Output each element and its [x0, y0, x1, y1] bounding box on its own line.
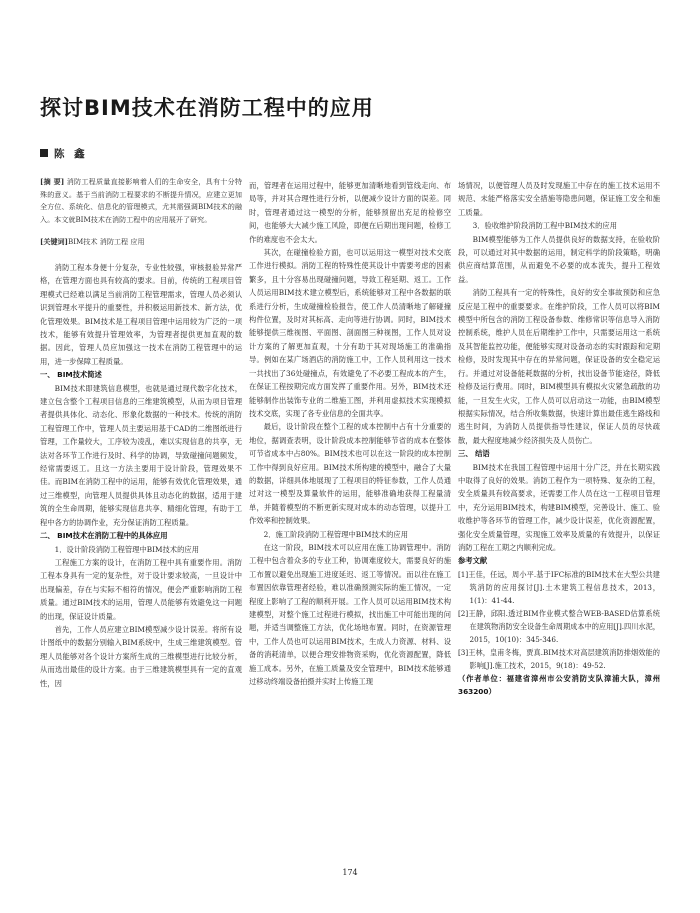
paragraph: 最后，设计阶段在整个工程的成本控制中占有十分重要的地位，据调查表明，设计阶段成本控制能够节省的成本在整体可节省成本中占80%。BIM技术也可以在这一阶段的成本控制工作中得到良好应用。BIM技术所构建的模型中，融合了大量的数据，详细具体地展现了工程项目的特征参数，工作人员通过对这一模型及算量软件的运用，能够准确地获得工程量清单，并随着模型的不断更新实现对成本的动态管理，以提升工作效率和控制效果。	[249, 422, 451, 526]
paragraph: 其次，在碰撞检验方面，也可以运用这一模型对技术交底工作进行模拟。消防工程的特殊性使其设计中需要考虑的因素繁多，且十分容易出现碰撞问题，导致工程延期、返工。工作人员运用BIM技术建立模型后，系统能够对工程中各数据的联系进行分析，生成碰撞检验报告，使工作人员清晰地了解碰撞构件位置，及时对其标高、走向等进行协调。同时，BIM技术能够提供三维视图、平面图、剖面图三种视图，工作人员对设计方案的了解更加直观，十分有助于其对现场施工的准确指导。例如在某广场酒店的消防施工中，工作人员利用这一技术一共找出了36处碰撞点，有效避免了不必要工程成本的产生，在保证工程按期完成方面发挥了重要作用。另外，BIM技术还能够制作出装饰专业的二维施工图，并利用虚拟技术实现模拟技术交底，实现了各专业信息的全面共享。	[249, 248, 451, 418]
paragraph: 在这一阶段，BIM技术可以应用在施工协调管理中。消防工程中包含着众多的专业工种，协调难度较大，需要良好的施工布置以避免出现施工进度延迟、返工等情况。而以往在施工布置因依靠管理者经验，难以准确预测实际的施工情况，一定程度上影响了工程的顺利开展。工作人员可以运用BIM技术构建模型，对整个施工过程进行模拟，找出施工中可能出现的问题，并适当调整施工方法，优化场地布置。同时，在资源管理中，工作人员也可以运用BIM技术，生成人力资源、材料、设备的消耗清单，以便合理安排物资采购，优化资源配置，降低施工成本。另外，在施工质量及安全管理中，BIM技术能够通过移动终端设备拍摄并实时上传施工现	[249, 542, 451, 687]
paragraph: BIM技术在我国工程管理中运用十分广泛，并在长期实践中取得了良好的效果。消防工程作为一项特殊、复杂的工程，安全质量具有较高要求，还需要工作人员在这一工程项目管理中，充分运用BIM技术，构建BIM模型，完善设计、施工、验收维护等各环节的管理工作，减少设计误差，优化资源配置，强化安全质量管理，实现施工效率及质量的有效提升，以保证消防工程在工期之内顺利完成。	[458, 462, 660, 552]
author-affiliation: （作者单位：福建省漳州市公安消防支队漳浦大队，漳州 363200）	[458, 673, 660, 697]
abstract-text: 消防工程质量直接影响着人们的生命安全，具有十分特殊的意义。基于当前消防工程要求的不断提升情况，应建立更加全方位、系统化、信息化的管理模式，尤其需强调BIM技术的融入。本文就BIM技术在消防工程中的应用展开了研究。	[40, 177, 242, 224]
keywords-text: BIM技术 消防工程 应用	[68, 237, 145, 247]
section-heading: 三、 结语	[458, 449, 490, 459]
paragraph: 工程施工方案的设计，在消防工程中具有重要作用。消防工程本身具有一定的复杂性，对于设计要求较高，一旦设计中出现偏差，存在与实际不相符的情况，便会严重影响消防工程质量。通过BIM技术的运用，管理人员能够有效避免这一问题的出现，保证设计质量。	[40, 557, 242, 621]
abstract-label: [摘 要]	[40, 177, 65, 186]
paragraph: 消防工程具有一定的特殊性，良好的安全事故预防和应急反应是工程中的重要要求。在维护阶段，工作人员可以将BIM模型中所包含的消防工程设备参数、维修常识等信息导入消防控制系统，维护人员在后期维护工作中，只需要运用这一系统及其智能监控功能，便能够实现对设备动态的实时跟踪和定期检修，及时发现其中存在的异常问题，保证设备的安全稳定运行。并通过对设备能耗数据的分析，找出设备节能途径，降低检修及运行费用。同时，BIM模型具有模拟火灾紧急疏散的功能，一旦发生火灾，工作人员可以启动这一功能，由BIM模型根据实际情况，结合所收集数据，快速计算出最佳逃生路线和逃生时间，为消防人员提供指导性建议，保证人员的尽快疏散，最大程度地减少经济损失及人员伤亡。	[458, 288, 660, 445]
paper-title: 探讨BIM技术在消防工程中的应用	[40, 96, 374, 120]
square-bullet-icon	[40, 149, 48, 157]
subsection-heading: 2．施工阶段消防工程管理中BIM技术的应用	[263, 529, 408, 539]
paragraph: 场情况，以便管理人员及时发现施工中存在的施工技术运用不规范、未能严格落实安全措施等隐患问题，保证施工安全和施工质量。	[458, 181, 660, 217]
page-number: 174	[342, 868, 358, 877]
paragraph: BIM模型能够为工作人员提供良好的数据支持，在验收阶段，可以通过对其中数据的运用，制定科学的阶段策略，明确供应商结算范围，从而避免不必要的成本流失，提升工程效益。	[458, 234, 660, 284]
section-heading: 二、 BIM技术在消防工程中的具体应用	[40, 531, 168, 541]
column-2	[249, 179, 451, 688]
column-1-body	[40, 261, 242, 690]
author-name: 陈 鑫	[54, 148, 88, 160]
keywords	[40, 236, 242, 249]
section-heading: 一、 BIM技术简述	[40, 370, 102, 380]
paragraph: BIM技术即建筑信息模型，也就是通过现代数字化技术，建立包含整个工程项目信息的三维建筑模型，从而为项目管理者提供具体化、动态化、形象化数据的一种技术。传统的消防工程管理工作中，管理人员主要运用基于CAD的二维图纸进行管理，工作量较大，工序较为凌乱，难以实现信息的共享，无法对各环节工作进行及时、科学的协调，导致碰撞问题频发，经常需要返工。且这一方法主要用于设计阶段，管理效果不佳。而BIM在消防工程中的运用，能够有效优化管理效果，通过三维模型，向管理人员提供具体且动态化的数据，适用于建筑的全生命周期，能够实现信息共享、精细化管理，有助于工程中各方的协调作业，充分保证消防工程质量。	[40, 383, 242, 527]
paragraph: 消防工程本身便十分复杂，专业性较强，审核报验异常严格，在管理方面也具有较高的要求。目前，传统的工程项目管理模式已经难以满足当前消防工程管理需求，管理人员必须认识到管理水平提升的重要性，并积极运用新技术、新方法，优化管理效果。BIM技术是工程项目管理中运用较为广泛的一项技术，能够有效提升管理效率，为管理者提供更加直观的数据。因此，管理人员应加强这一技术在消防工程管理中的运用，进一步保障工程质量。	[40, 262, 242, 366]
paragraph: 而，管理者在运用过程中，能够更加清晰地看到管线走向、布局等，并对其合理性进行分析，以便减少设计方面的误差。同时，管理者通过这一模型的分析，能够预留出充足的检修空间，也能够大大减少施工风险，即便在后期出现问题，检修工作的难度也不会太大。	[249, 181, 451, 244]
reference-item: [2]王静，邱阳.透过BIM作业模式整合WEB-BASED估算系统在建筑物消防安全设备生命周期成本中的应用[J].四川水泥，2015，10(10)：345-346.	[458, 608, 660, 644]
references-heading: 参考文献	[458, 556, 488, 566]
column-1	[40, 176, 242, 690]
subsection-heading: 3．验收维护阶段消防工程中BIM技术的应用	[472, 221, 617, 231]
author-line	[40, 146, 88, 161]
paragraph: 首先，工作人员应建立BIM模型减少设计误差。将所有设计图纸中的数据分别输入BIM系统中，生成三维建筑模型。管理人员能够对各个设计方案所生成的三维模型进行比较分析，从而选出最佳的设计方案。由于三维建筑模型具有一定的直观性，因	[40, 624, 242, 688]
reference-item: [3]王林，皇甫冬梅，贾真.BIM技术对高层建筑消防排烟效能的影响[J].施工技术，2015，9(18)：49-52.	[458, 647, 660, 670]
subsection-heading: 1．设计阶段消防工程管理中BIM技术的应用	[54, 544, 199, 554]
abstract	[40, 176, 242, 226]
keywords-label: [关键词]	[40, 237, 68, 247]
column-3	[458, 179, 660, 699]
reference-item: [1]王佳，任远，周小平.基于IFC标准的BIM技术在大型公共建筑消防的应用探讨[J].土木建筑工程信息技术，2013，1(1)：41-44.	[458, 569, 660, 605]
